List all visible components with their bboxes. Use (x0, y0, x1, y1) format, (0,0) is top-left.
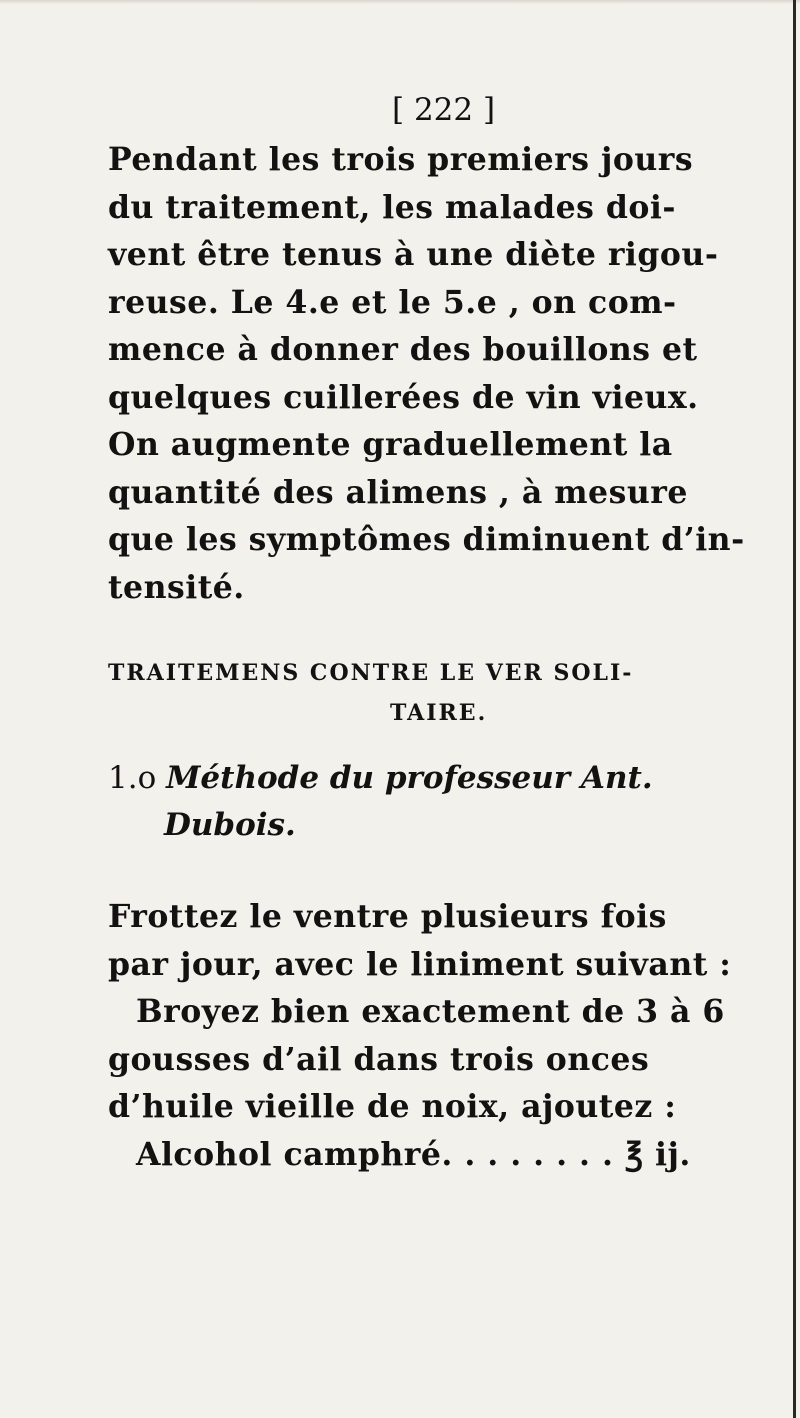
text-line: Alcohol camphré. . . . . . . . ℥ ij. (136, 1135, 691, 1173)
paragraph-liniment (108, 893, 788, 1178)
text-line: reuse. Le 4.e et le 5.e , on com- (108, 283, 677, 321)
section-heading-line: TAIRE. (390, 700, 488, 726)
section-heading (108, 653, 788, 733)
page-number: [ 222 ] (392, 92, 496, 128)
text-line: du traitement, les malades doi- (108, 188, 676, 226)
text-line: gousses d’ail dans trois onces (108, 1040, 650, 1078)
text-line: tensité. (108, 568, 245, 606)
text-line: On augmente graduellement la (108, 426, 673, 463)
text-line: Frottez le ventre plusieurs fois (108, 898, 667, 935)
section-heading-line: TRAITEMENS CONTRE LE VER SOLI- (108, 660, 634, 686)
method-subheading (108, 755, 788, 849)
method-subheading-line (108, 755, 788, 802)
method-subheading-line (108, 802, 788, 849)
text-line: par jour, avec le liniment suivant : (108, 945, 732, 983)
text-line: Broyez bien exactement de 3 à 6 (136, 993, 725, 1030)
text-line: Pendant les trois premiers jours (108, 141, 694, 178)
text-line: quelques cuillerées de vin vieux. (108, 378, 699, 416)
page-top-shadow (0, 0, 800, 4)
text-line: quantité des alimens , à mesure (108, 473, 688, 511)
page-edge (793, 0, 796, 1418)
text-line: d’huile vieille de noix, ajoutez : (108, 1088, 677, 1125)
method-title: Méthode du professeur Ant. (166, 760, 653, 796)
paragraph-diet (108, 136, 788, 611)
text-line: que les symptômes diminuent d’in- (108, 521, 745, 558)
page-text (108, 88, 788, 1178)
method-number: 1.o (108, 760, 157, 796)
text-line: vent être tenus à une diète rigou- (108, 236, 719, 273)
method-author: Dubois. (164, 807, 296, 843)
text-line: mence à donner des bouillons et (108, 331, 698, 368)
